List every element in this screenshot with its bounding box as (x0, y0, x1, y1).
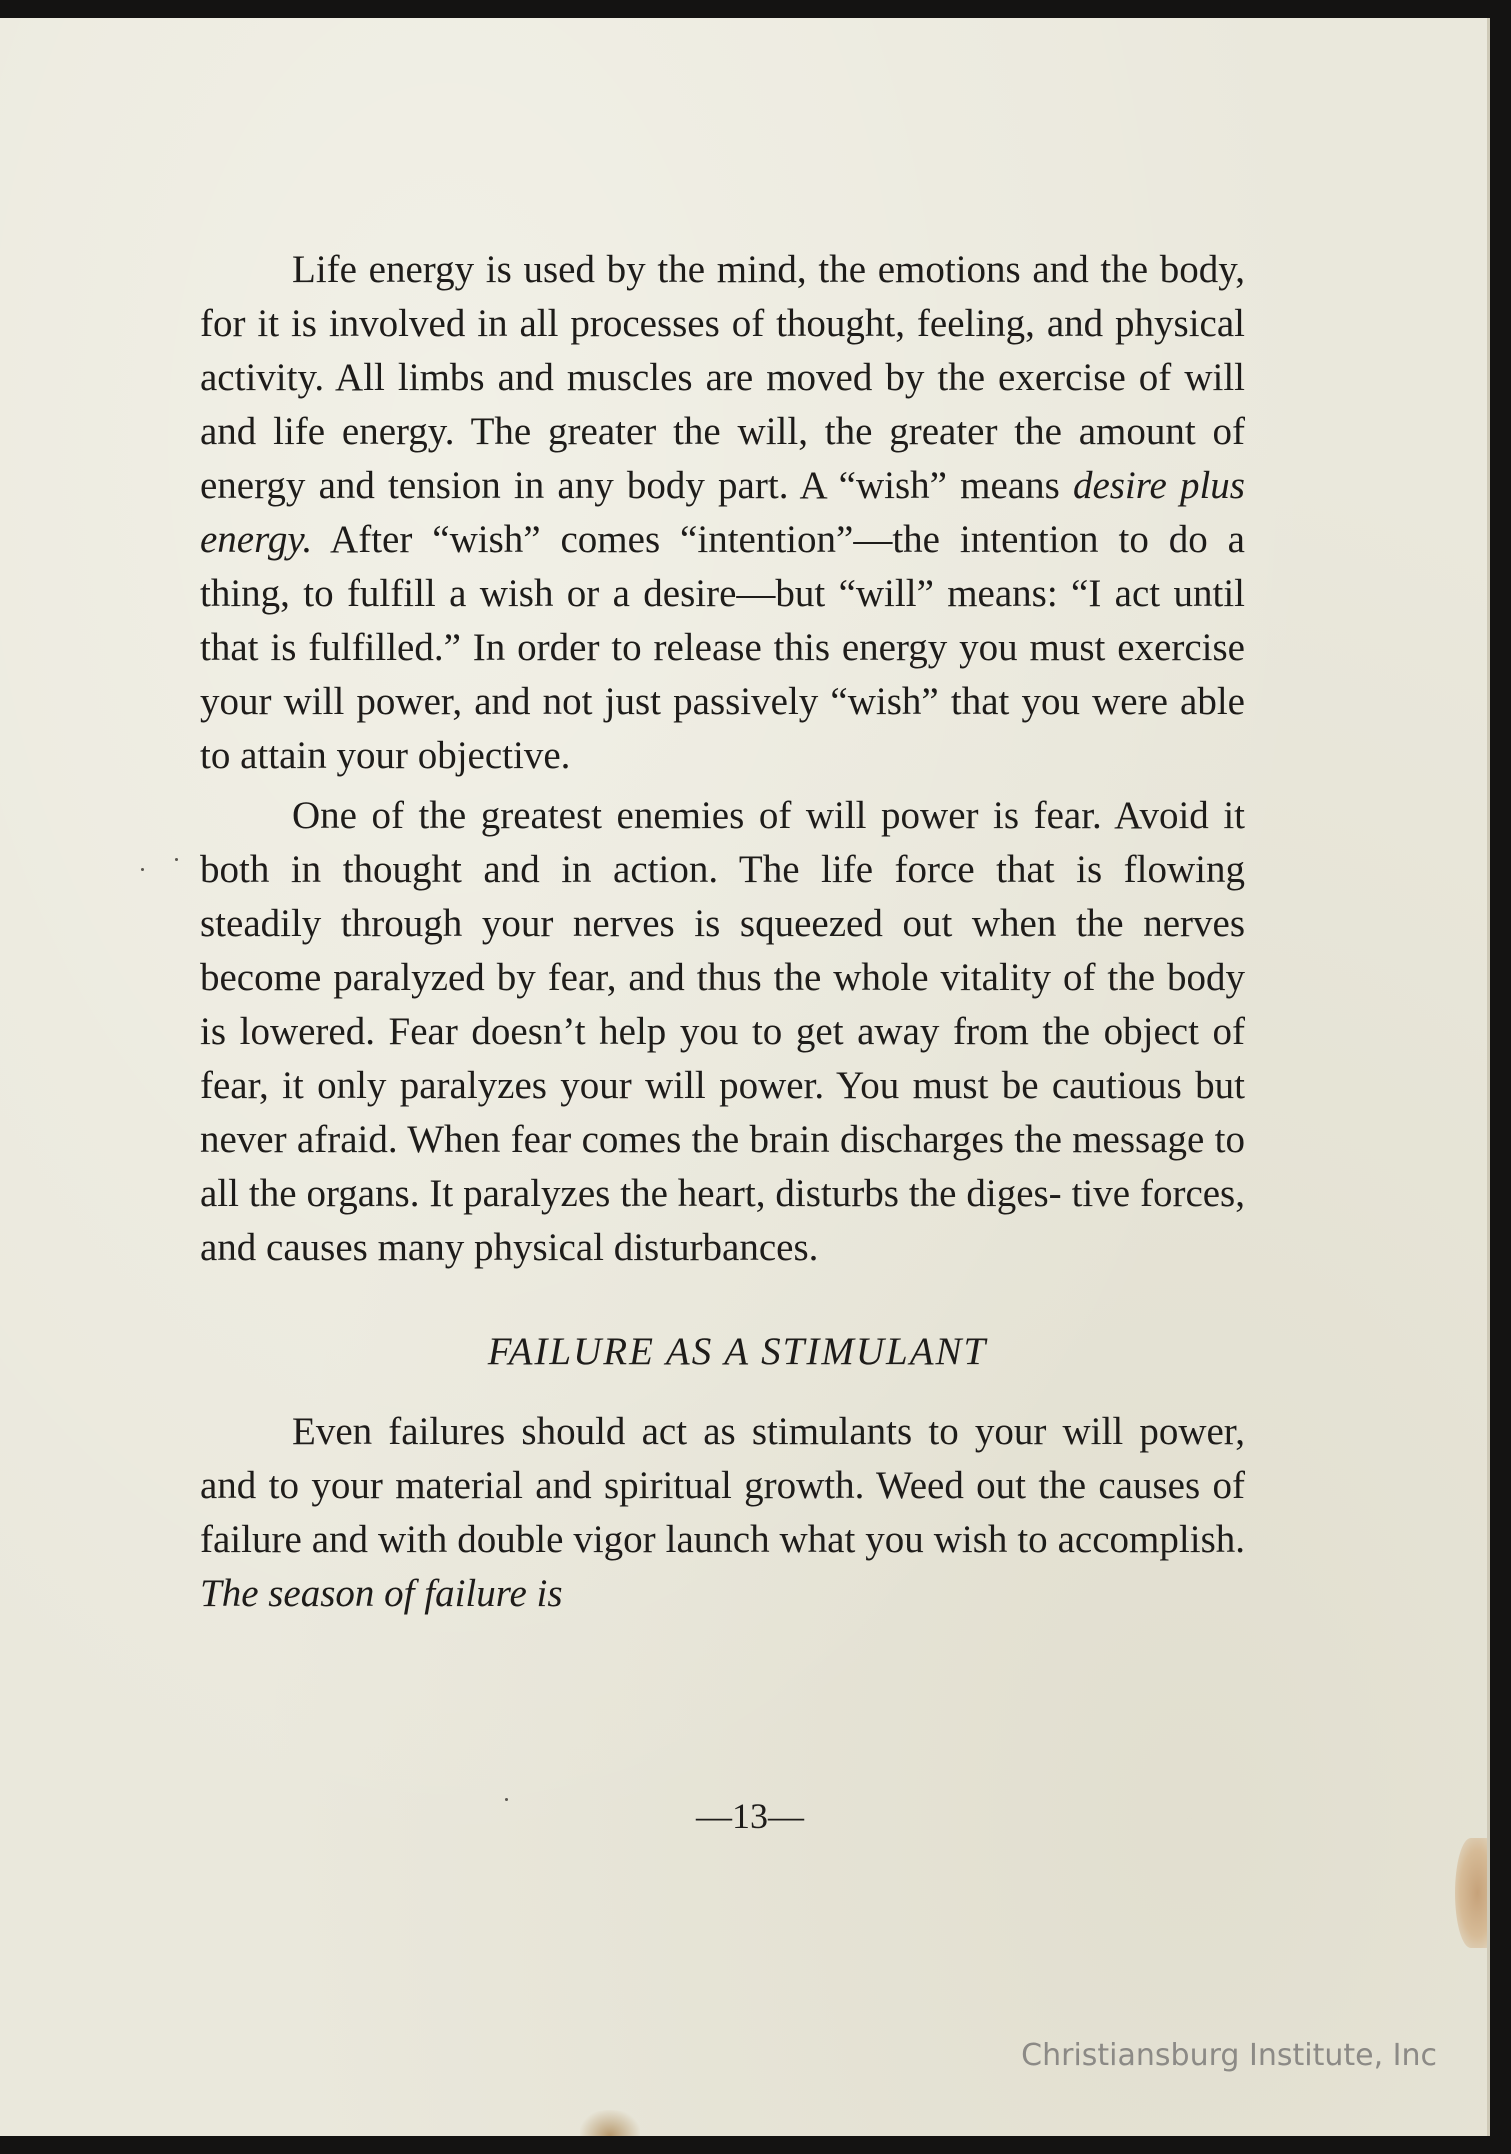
page-stain-bottom (580, 2110, 640, 2136)
page-number: —13— (696, 1796, 804, 1836)
page-stain (1455, 1838, 1487, 1948)
paragraph-text: Even failures should act as stimulants to your will power, and to your material and spiritual growth. Weed out the causes of failure and with double vigor launch what you wish to accomplish. (200, 1410, 1245, 1561)
book-page (0, 18, 1490, 2136)
watermark: Christiansburg Institute, Inc (1021, 2038, 1437, 2073)
page-speck (141, 868, 144, 871)
emphasis-text: The season of failure is (200, 1572, 563, 1615)
paragraph-text: After “wish” comes “intention”—the intention to do a thing, to fulfill a wish or a desire—but “will” means: “I act until that is fulfilled.” In order to release this energy you must exercise your will power, and not just passively “wish” that you were able to attain your objective. (200, 518, 1245, 777)
paragraph-fear (200, 789, 1245, 1275)
page-speck (175, 858, 178, 861)
body-text (200, 243, 1245, 1621)
section-heading: FAILURE AS A STIMULANT (487, 1330, 988, 1373)
paragraph-text: Life energy is used by the mind, the emotions and the body, for it is involved in all processes of thought, feeling, and physical activity. All limbs and muscles are moved by the exercise of will and life energy. The greater the will, the greater the amount of energy and tension in any body part. A “wish” means (200, 248, 1245, 507)
paragraph-failures (200, 1405, 1245, 1621)
paragraph-text: One of the greatest enemies of will power is fear. Avoid it both in thought and in action. The life force that is flowing steadily through your nerves is squeezed out when the nerves become paralyzed by fear, and thus the whole vitality of the body is lowered. Fear doesn’t help you to get away from the object of fear, it only paralyzes your will power. You must be cautious but never afraid. When fear comes the brain discharges the message to all the organs. It paralyzes the heart, disturbs the diges- tive forces, and causes many physical disturbances. (200, 794, 1245, 1269)
emphasis-text: desire plus energy. (200, 464, 1245, 561)
paragraph-life-energy (200, 243, 1245, 783)
